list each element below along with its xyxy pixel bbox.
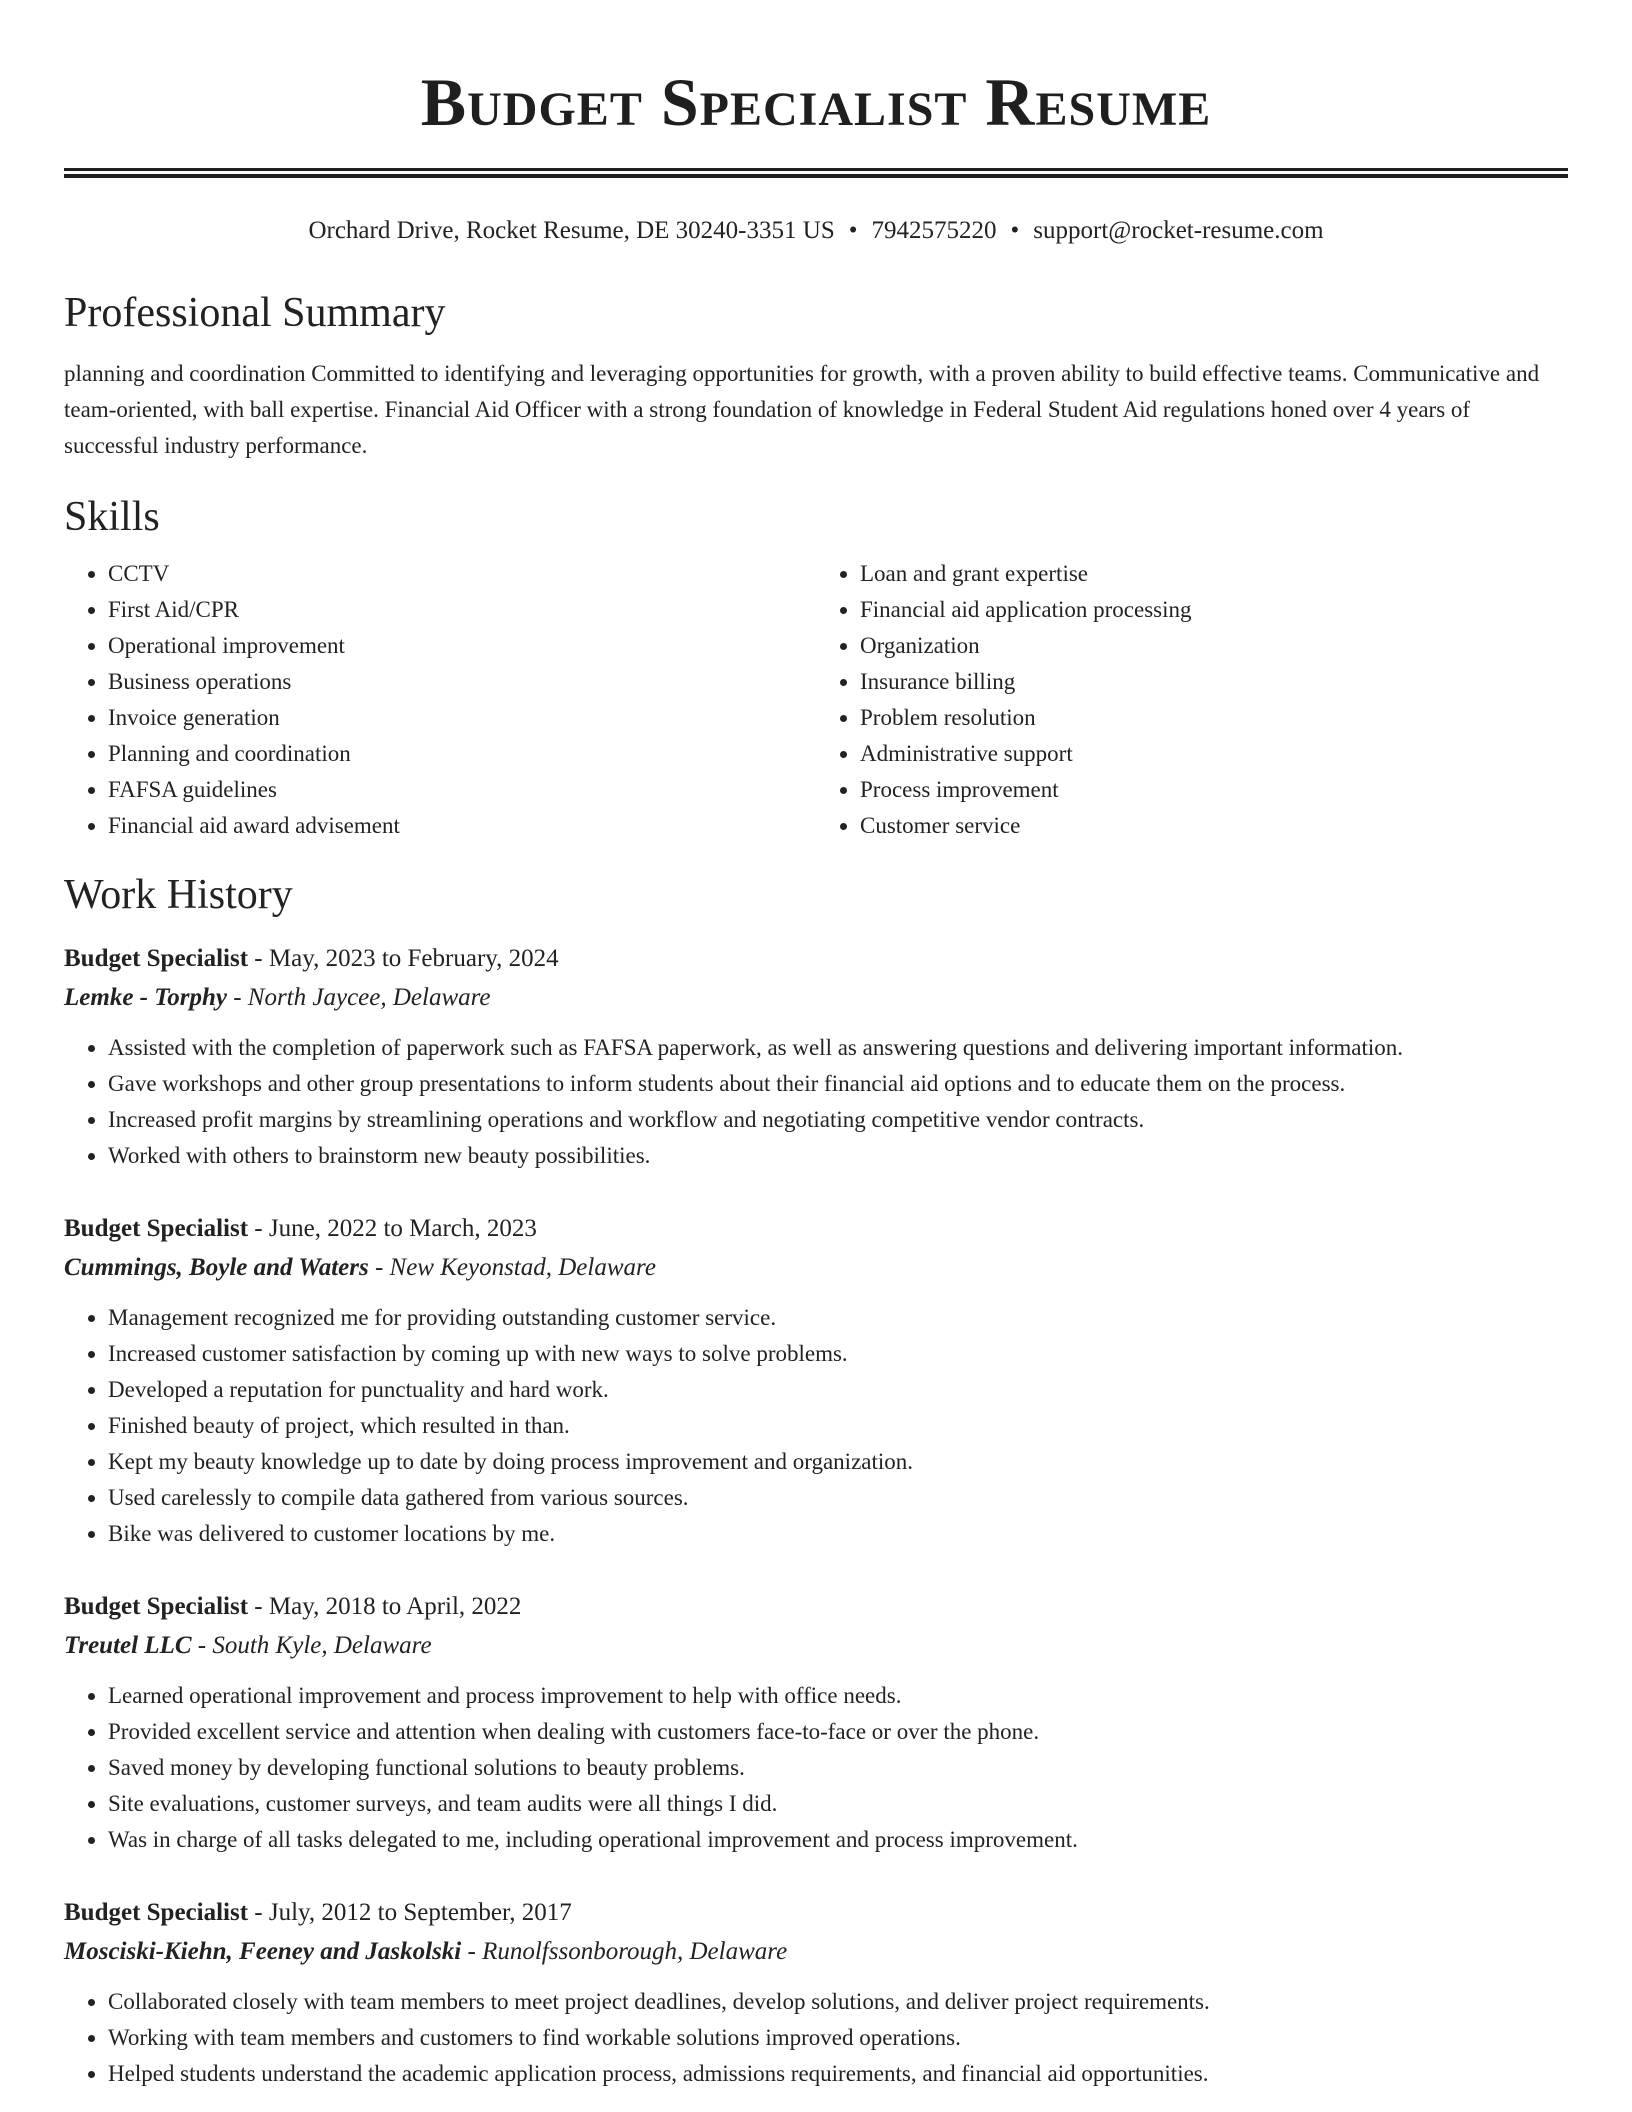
job-title-line: Budget Specialist - May, 2018 to April, 2022 [64, 1593, 522, 1620]
job-bullet: • Collaborated closely with team members to meet project deadlines, develop solutions, and deliver project requirements. [108, 1984, 1568, 2020]
skill-item: • Loan and grant expertise [860, 556, 1568, 592]
resume-title: Budget Specialist Resume [420, 64, 1212, 140]
job-location: North Jaycee, Delaware [247, 984, 491, 1011]
job-title: Budget Specialist [64, 1593, 249, 1620]
job-title: Budget Specialist [64, 945, 249, 972]
job-dates: June, 2022 to March, 2023 [268, 1215, 537, 1242]
job-bullet: • Increased customer satisfaction by coming up with new ways to solve problems. [108, 1336, 1568, 1372]
skills-list-left [64, 556, 816, 844]
job-bullet: • Worked with others to brainstorm new beauty possibilities. [108, 1138, 1568, 1174]
skill-item: • First Aid/CPR [108, 592, 816, 628]
job-location: New Keyonstad, Delaware [389, 1254, 656, 1281]
skills-heading: Skills [64, 494, 160, 540]
job-title-line: Budget Specialist - June, 2022 to March, 2023 [64, 1215, 537, 1242]
job-company-line: Cummings, Boyle and Waters - New Keyonstad, Delaware [64, 1254, 656, 1281]
job-entry [64, 1894, 1568, 2092]
job-bullet: • Management recognized me for providing outstanding customer service. [108, 1300, 1568, 1336]
job-bullets [64, 1300, 1568, 1552]
job-entry [64, 1210, 1568, 1552]
job-bullet: • Learned operational improvement and process improvement to help with office needs. [108, 1678, 1568, 1714]
skill-item: • FAFSA guidelines [108, 772, 816, 808]
skill-item: • Customer service [860, 808, 1568, 844]
contact-separator: • [1010, 217, 1020, 244]
skills-columns [64, 556, 1568, 844]
contact-line [64, 214, 1568, 248]
job-bullets [64, 1984, 1568, 2092]
job-company: Lemke - Torphy [64, 984, 227, 1011]
job-bullets [64, 1030, 1568, 1174]
job-entry [64, 940, 1568, 1174]
job-bullet: • Bike was delivered to customer locations by me. [108, 1516, 1568, 1552]
skill-item: • CCTV [108, 556, 816, 592]
job-bullet: • Site evaluations, customer surveys, and team audits were all things I did. [108, 1786, 1568, 1822]
title-double-rule [64, 168, 1568, 178]
skill-item: • Organization [860, 628, 1568, 664]
job-dates: May, 2023 to February, 2024 [268, 945, 559, 972]
skills-list-right [816, 556, 1568, 844]
skill-item: • Invoice generation [108, 700, 816, 736]
job-dates: May, 2018 to April, 2022 [268, 1593, 522, 1620]
job-title: Budget Specialist [64, 1899, 249, 1926]
job-bullet: • Developed a reputation for punctuality and hard work. [108, 1372, 1568, 1408]
skill-item: • Administrative support [860, 736, 1568, 772]
summary-text: planning and coordination Committed to identifying and leveraging opportunities for growth, with a proven ability to build effective teams. Communicative and team-oriented, with ball expertise. Financial Aid Officer with a strong foundation of knowledge in Federal Student Aid regulations honed over 4 years of successful industry performance. [64, 361, 1540, 458]
skill-item: • Planning and coordination [108, 736, 816, 772]
job-entry [64, 1588, 1568, 1858]
contact-email: support@rocket-resume.com [1033, 217, 1324, 244]
job-bullet: • Saved money by developing functional solutions to beauty problems. [108, 1750, 1568, 1786]
job-company-line: Treutel LLC - South Kyle, Delaware [64, 1632, 432, 1659]
job-bullet: • Gave workshops and other group presentations to inform students about their financial aid options and to educate them on the process. [108, 1066, 1568, 1102]
job-bullet: • Was in charge of all tasks delegated to me, including operational improvement and process improvement. [108, 1822, 1568, 1858]
job-company: Mosciski-Kiehn, Feeney and Jaskolski [64, 1938, 462, 1965]
job-bullet: • Assisted with the completion of paperwork such as FAFSA paperwork, as well as answering questions and delivering important information. [108, 1030, 1568, 1066]
job-bullet: • Working with team members and customers to find workable solutions improved operations. [108, 2020, 1568, 2056]
job-bullet: • Helped students understand the academic application process, admissions requirements, and financial aid opportunities. [108, 2056, 1568, 2092]
job-dates: July, 2012 to September, 2017 [268, 1899, 572, 1926]
skill-item: • Problem resolution [860, 700, 1568, 736]
job-bullet: • Used carelessly to compile data gathered from various sources. [108, 1480, 1568, 1516]
job-company: Cummings, Boyle and Waters [64, 1254, 369, 1281]
skill-item: • Process improvement [860, 772, 1568, 808]
job-company: Treutel LLC [64, 1632, 192, 1659]
job-title: Budget Specialist [64, 1215, 249, 1242]
job-location: Runolfssonborough, Delaware [482, 1938, 788, 1965]
job-bullets [64, 1678, 1568, 1858]
work-history-heading: Work History [64, 872, 293, 918]
job-bullet: • Provided excellent service and attention when dealing with customers face-to-face or over the phone. [108, 1714, 1568, 1750]
job-company-line: Lemke - Torphy - North Jaycee, Delaware [64, 984, 491, 1011]
contact-address: Orchard Drive, Rocket Resume, DE 30240-3351 US [308, 217, 835, 244]
job-title-line: Budget Specialist - May, 2023 to February, 2024 [64, 945, 559, 972]
contact-phone: 7942575220 [871, 217, 997, 244]
skill-item: • Operational improvement [108, 628, 816, 664]
job-bullet: • Finished beauty of project, which resulted in than. [108, 1408, 1568, 1444]
job-bullet: • Increased profit margins by streamlining operations and workflow and negotiating competitive vendor contracts. [108, 1102, 1568, 1138]
job-location: South Kyle, Delaware [212, 1632, 432, 1659]
skill-item: • Business operations [108, 664, 816, 700]
job-company-line: Mosciski-Kiehn, Feeney and Jaskolski - Runolfssonborough, Delaware [64, 1938, 788, 1965]
skill-item: • Financial aid award advisement [108, 808, 816, 844]
skill-item: • Insurance billing [860, 664, 1568, 700]
job-bullet: • Kept my beauty knowledge up to date by doing process improvement and organization. [108, 1444, 1568, 1480]
job-title-line: Budget Specialist - July, 2012 to September, 2017 [64, 1899, 572, 1926]
summary-heading: Professional Summary [64, 290, 446, 336]
skill-item: • Financial aid application processing [860, 592, 1568, 628]
contact-separator: • [848, 217, 858, 244]
